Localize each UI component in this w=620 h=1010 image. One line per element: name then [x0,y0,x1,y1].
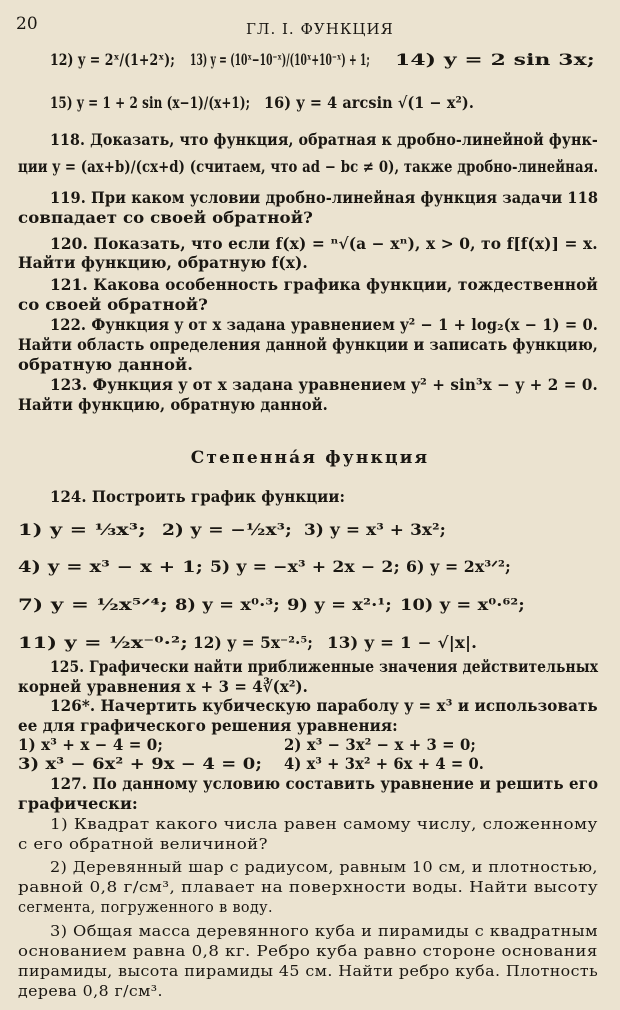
text-fragment: основанием равна 0,8 кг. Ребро куба равно стороне основания [18,942,598,960]
text-fragment: 1) x³ + x − 4 = 0; [18,735,164,754]
text-fragment: сегмента, погруженного в воду. [18,898,273,916]
text-fragment: 127. По данному условию составить уравнение и решить его [50,774,599,793]
text-fragment: дерева 0,8 г/см³. [18,982,163,1000]
text-fragment: 11) y = ½x⁻⁰·²; [18,633,189,652]
text-line [0,976,620,1006]
text-line [0,45,620,75]
text-fragment: ции y = (ax+b)/(cx+d) (считаем, что ad − bc ≠ 0), также дробно-линейная. [18,157,599,176]
text-fragment: 2) Деревянный шар с радиусом, равным 10 см, и плотностью, [50,858,598,876]
text-fragment: 13) y = (10ˣ−10⁻ˣ)/(10ˣ+10⁻ˣ) + 1; [190,50,370,69]
text-fragment: Найти функцию, обратную f(x). [18,253,308,272]
text-fragment: 1) Квадрат какого числа равен самому числу, сложенному [50,815,598,833]
text-fragment: 123. Функция y от x задана уравнением y² + sin³x − y + 2 = 0. [50,375,598,394]
text-line [0,515,620,545]
text-fragment: 121. Какова особенность графика функции, тождественной [50,275,598,294]
text-fragment: 9) y = x²·¹; [287,595,392,614]
text-fragment: 2) y = −½x³; [162,520,292,539]
text-line [0,482,620,512]
text-fragment: корней уравнения x + 3 = 4∛(x²). [18,677,308,696]
text-fragment: 126*. Начертить кубическую параболу y = x³ и использовать [50,696,598,715]
text-fragment: 4) y = x³ − x + 1; [18,557,204,576]
text-fragment: 4) x³ + 3x² + 6x + 4 = 0. [284,754,485,773]
text-fragment: 15) y = 1 + 2 sin (x−1)/(x+1); [50,93,251,112]
text-fragment: 12) y = 2ˣ/(1+2ˣ); [50,50,175,69]
text-fragment: 14) y = 2 sin 3x; [395,50,595,69]
section-title: Степенна́я функция [190,448,430,468]
text-fragment: 120. Показать, что если f(x) = ⁿ√(a − xⁿ), x > 0, то f[f(x)] = x. [50,234,598,253]
text-fragment: 118. Доказать, что функция, обратная к дробно-линейной функ- [50,130,598,149]
text-fragment: Найти функцию, обратную данной. [18,395,328,414]
text-fragment: 7) y = ½x⁵ᐟ⁴; [18,595,169,614]
text-fragment: 3) y = x³ + 3x²; [304,520,446,539]
text-fragment: совпадает со своей обратной? [18,208,313,227]
chapter-header: ГЛ. I. ФУНКЦИЯ [246,20,394,38]
text-fragment: с его обратной величиной? [18,835,268,853]
text-fragment: 13) y = 1 − √|x|. [327,633,478,652]
text-fragment: графически: [18,794,138,813]
text-fragment: Найти область определения данной функции и записать функцию, [18,335,598,354]
text-fragment: 3) Общая масса деревянного куба и пирамиды с квадратным [50,922,599,940]
page-number: 20 [16,14,38,34]
text-fragment: 8) y = x⁰·³; [175,595,280,614]
text-fragment: 119. При каком условии дробно-линейная функция задачи 118 [50,188,599,207]
text-fragment: 16) y = 4 arcsin √(1 − x²). [264,93,474,112]
text-line [0,390,620,420]
text-fragment: 12) y = 5x⁻²·⁵; [193,633,314,652]
text-fragment: пирамиды, высота пирамиды 45 см. Найти ребро куба. Плотность [18,962,599,980]
text-fragment: 6) y = 2x³ᐟ²; [406,557,511,576]
text-line [0,552,620,582]
text-fragment: ее для графического решения уравнения: [18,716,398,735]
text-line [0,88,620,118]
text-fragment: обратную данной. [18,355,194,374]
text-fragment: равной 0,8 г/см³, плавает на поверхности воды. Найти высоту [18,878,599,896]
text-line [0,125,620,155]
text-fragment: со своей обратной? [18,295,208,314]
text-fragment: 122. Функция y от x задана уравнением y² − 1 + log₂(x − 1) = 0. [50,315,598,334]
text-fragment: 3) x³ − 6x² + 9x − 4 = 0; [18,754,263,773]
text-fragment: 2) x³ − 3x² − x + 3 = 0; [284,735,477,754]
text-fragment: 1) y = ⅓x³; [18,520,146,539]
text-fragment: 10) y = x⁰·⁶²; [400,595,525,614]
text-fragment: 5) y = −x³ + 2x − 2; [210,557,400,576]
text-line [0,152,620,182]
text-line [0,590,620,620]
text-fragment: 125. Графически найти приближенные значения действительных [50,657,599,676]
text-fragment: 124. Построить график функции: [50,487,346,506]
